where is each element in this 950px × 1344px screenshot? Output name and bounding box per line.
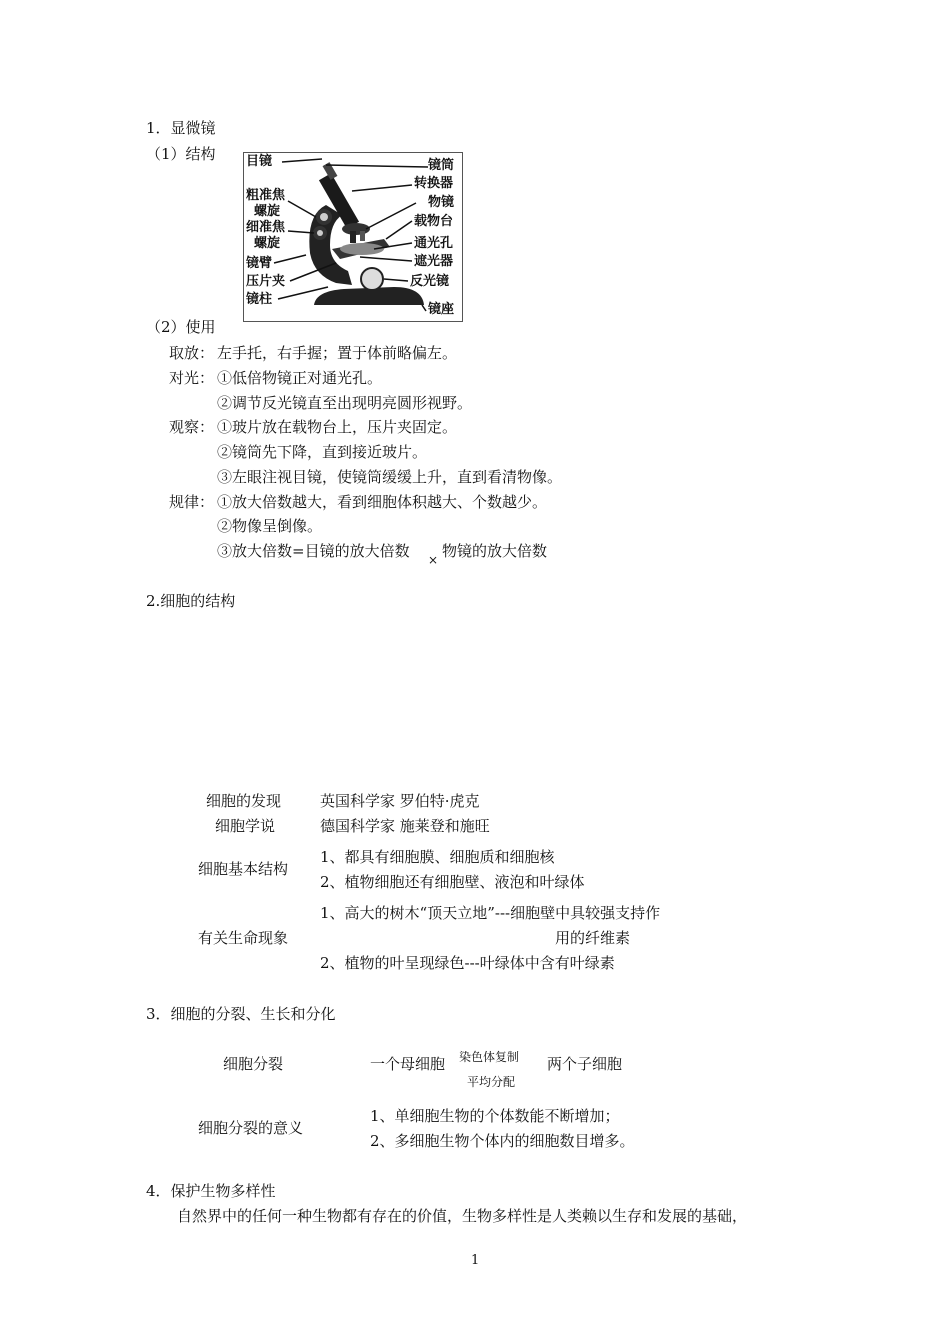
section3-title: 3．细胞的分裂、生长和分化 bbox=[146, 1005, 336, 1023]
cell-discovery-label: 细胞的发现 bbox=[206, 792, 282, 810]
life-phenomena-line1: 1、高大的树木“顶天立地”---细胞壁中具较强支持作 bbox=[320, 904, 661, 922]
usage-observe-line3: ③左眼注视目镜，使镜筒缓缓上升，直到看清物像。 bbox=[217, 468, 563, 486]
life-phenomena-line2: 2、植物的叶呈现绿色---叶绿体中含有叶绿素 bbox=[320, 954, 615, 972]
cell-structure-line1: 1、都具有细胞膜、细胞质和细胞核 bbox=[320, 848, 555, 866]
usage-light-line1: ①低倍物镜正对通光孔。 bbox=[217, 369, 383, 387]
section2-title: 2.细胞的结构 bbox=[146, 592, 236, 610]
label-diaphragm: 遮光器 bbox=[414, 254, 454, 269]
division-arrow-top: 染色体复制 bbox=[459, 1050, 520, 1064]
label-mirror: 反光镜 bbox=[410, 274, 450, 289]
division-meaning-label: 细胞分裂的意义 bbox=[198, 1119, 304, 1137]
usage-rules-line3b: 物镜的放大倍数 bbox=[442, 542, 548, 560]
label-base: 镜座 bbox=[428, 302, 455, 317]
cell-discovery-text: 英国科学家 罗伯特·虎克 bbox=[320, 792, 480, 810]
label-fine-focus: 细准焦 bbox=[246, 220, 286, 235]
times-symbol: × bbox=[428, 553, 439, 567]
label-nosepiece: 转换器 bbox=[414, 176, 454, 191]
label-stage-clip: 压片夹 bbox=[246, 274, 286, 289]
usage-label-take: 取放： bbox=[169, 344, 215, 362]
usage-rules-line2: ②物像呈倒像。 bbox=[217, 517, 323, 535]
label-coarse-screw: 螺旋 bbox=[254, 204, 281, 219]
life-phenomena-line1-cont: 用的纤维素 bbox=[555, 929, 631, 947]
cell-structure-line2: 2、植物细胞还有细胞壁、液泡和叶绿体 bbox=[320, 873, 585, 891]
usage-label-light: 对光： bbox=[169, 369, 215, 387]
division-from: 一个母细胞 bbox=[370, 1055, 446, 1073]
label-arm: 镜臂 bbox=[246, 256, 273, 271]
usage-rules-line1: ①放大倍数越大，看到细胞体积越大、个数越少。 bbox=[217, 493, 548, 511]
label-pillar: 镜柱 bbox=[246, 292, 273, 307]
cell-structure-label: 细胞基本结构 bbox=[198, 860, 289, 878]
label-stage: 载物台 bbox=[414, 214, 454, 229]
page-number: 1 bbox=[471, 1253, 480, 1268]
label-tube: 镜筒 bbox=[428, 158, 455, 173]
cell-theory-label: 细胞学说 bbox=[215, 817, 276, 835]
section1-usage-heading: （2）使用 bbox=[146, 318, 216, 336]
usage-light-line2: ②调节反光镜直至出现明亮圆形视野。 bbox=[217, 394, 473, 412]
microscope-figure bbox=[243, 152, 463, 322]
label-objective: 物镜 bbox=[428, 195, 455, 210]
label-coarse-focus: 粗准焦 bbox=[246, 188, 286, 203]
usage-take-line: 左手托，右手握；置于体前略偏左。 bbox=[217, 344, 458, 362]
life-phenomena-label: 有关生命现象 bbox=[198, 929, 289, 947]
usage-label-observe: 观察： bbox=[169, 418, 215, 436]
label-fine-screw: 螺旋 bbox=[254, 236, 281, 251]
division-meaning-line1: 1、单细胞生物的个体数能不断增加； bbox=[370, 1107, 620, 1125]
section1-structure-heading: （1）结构 bbox=[146, 145, 216, 163]
division-meaning-line2: 2、多细胞生物个体内的细胞数目增多。 bbox=[370, 1132, 635, 1150]
cell-theory-text: 德国科学家 施莱登和施旺 bbox=[320, 817, 490, 835]
section4-title: 4．保护生物多样性 bbox=[146, 1182, 276, 1200]
usage-observe-line2: ②镜筒先下降，直到接近玻片。 bbox=[217, 443, 428, 461]
label-aperture: 通光孔 bbox=[414, 236, 454, 251]
division-label: 细胞分裂 bbox=[223, 1055, 284, 1073]
usage-label-rules: 规律： bbox=[169, 493, 215, 511]
label-eyepiece: 目镜 bbox=[246, 154, 273, 169]
section1-title: 1．显微镜 bbox=[146, 119, 216, 137]
usage-rules-line3: ③放大倍数=目镜的放大倍数 bbox=[217, 542, 410, 560]
section4-paragraph: 自然界中的任何一种生物都有存在的价值，生物多样性是人类赖以生存和发展的基础， bbox=[177, 1207, 748, 1225]
division-arrow-bottom: 平均分配 bbox=[467, 1075, 516, 1089]
division-to: 两个子细胞 bbox=[547, 1055, 623, 1073]
usage-observe-line1: ①玻片放在载物台上，压片夹固定。 bbox=[217, 418, 458, 436]
